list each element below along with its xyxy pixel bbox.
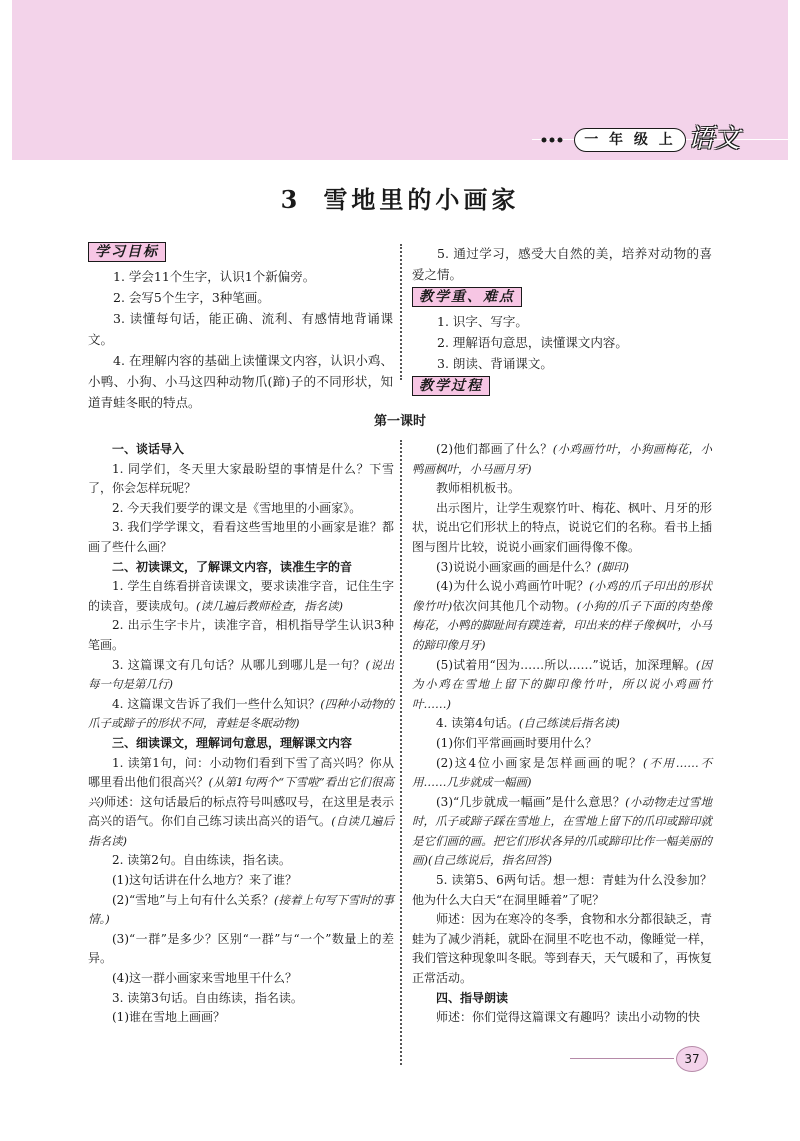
page-number-rule [570, 1058, 674, 1059]
paragraph-text: (5)试着用“因为……所以……”说话，加深理解。 [436, 657, 696, 672]
section-heading-text: 三、细读课文，理解词句意思，理解课文内容 [112, 735, 353, 750]
objective-item: 3. 读懂每句话，能正确、流利、有感情地背诵课文。 [88, 311, 393, 347]
paragraph-note: (读几遍后教师检查，指名读) [196, 598, 343, 613]
paragraph [412, 577, 712, 655]
paragraph-text: (2)“雪地”与上句有什么关系？ [112, 892, 274, 907]
page-title [0, 180, 800, 215]
paragraph [88, 577, 394, 616]
keypoint-item: 1. 识字、写字。 [437, 314, 528, 329]
paragraph [412, 440, 712, 479]
paragraph [88, 499, 394, 519]
section-heading [412, 989, 712, 1009]
paragraph-note: (接着上句写下雪时的事情。) [88, 892, 394, 927]
paragraph-text: (3)“几步就成一幅画”是什么意思？ [436, 794, 626, 809]
paragraph-text: 4. 这篇课文告诉了我们一些什么知识？ [112, 696, 321, 711]
paragraph-text: 3. 读第3句话。自由练读，指名读。 [112, 990, 303, 1005]
objective-item: 1. 学会11个生字，认识1个新偏旁。 [113, 269, 316, 284]
paragraph [88, 930, 394, 969]
paragraph [88, 891, 394, 930]
right-column [412, 440, 712, 1028]
paragraph-note: (四种小动物的爪子或蹄子的形状不同，青蛙是冬眠动物) [88, 696, 394, 731]
paragraph-note: (小狗的爪子下面的肉垫像梅花，小鸭的脚趾间有蹼连着，印出来的样子像枫叶，小马的蹄印像月牙) [412, 598, 712, 652]
paragraph-text: (4)为什么说小鸡画竹叶呢？ [436, 579, 590, 594]
paragraph-text: 4. 读第4句话。 [436, 716, 519, 731]
paragraph [88, 1008, 394, 1028]
paragraph-text: 师述：因为在寒冷的冬季，食物和水分都很缺乏，青蛙为了减少消耗，就卧在洞里不吃也不动，像睡觉一样，我们管这种现象叫冬眠。等到春天，天气暖和了，再恢复正常活动。 [412, 912, 713, 986]
section-heading [88, 558, 394, 578]
paragraph-note: (脚印) [597, 559, 629, 574]
keypoints-section [412, 243, 712, 400]
paragraph [88, 851, 394, 871]
paragraph-text: 教师相机板书。 [436, 481, 521, 496]
paragraph [88, 616, 394, 655]
section-heading-text: 一、谈话导入 [112, 442, 185, 456]
header-banner [12, 0, 788, 160]
section-heading [88, 440, 394, 460]
paragraph-note: (自读几遍后指名读) [88, 814, 394, 848]
section-heading-text: 二、初读课文，了解课文内容，读准生字的音 [112, 559, 353, 574]
grade-label: 一 年 级 上 [574, 128, 686, 152]
paragraph-note: (说出每一句是第几行) [88, 657, 394, 692]
paragraph [412, 734, 712, 754]
paragraph [88, 871, 394, 891]
paragraph [412, 871, 712, 910]
paragraph-text: 1. 同学们，冬天里大家最盼望的事情是什么？下雪了，你会怎样玩呢？ [88, 461, 394, 496]
section-heading [88, 734, 394, 754]
paragraph-note: (从第1句两个“下雪啦”看出它们很高兴) [88, 775, 394, 809]
page-number: 37 [676, 1046, 708, 1072]
section-divider [400, 244, 402, 380]
keypoints-tag: 教学重、难点 [412, 287, 522, 307]
lesson-title: 雪地里的小画家 [323, 185, 520, 214]
paragraph [412, 1008, 712, 1028]
paragraph-text: (3)“一群”是多少？区别“一群”与“一个”数量上的差异。 [88, 931, 394, 966]
paragraph-text: 2. 今天我们要学的课文是《雪地里的小画家》。 [112, 500, 362, 515]
paragraph [88, 969, 394, 989]
paragraph-text: 5. 读第5、6两句话。想一想：青蛙为什么没参加？他为什么大白天“在洞里睡着”了呢？ [412, 873, 712, 907]
subject-label: 语文 [688, 124, 741, 154]
paragraph [412, 479, 712, 499]
paragraph [88, 989, 394, 1009]
paragraph-text: 3. 我们学学课文，看看这些雪地里的小画家是谁？都画了些什么画？ [88, 520, 394, 554]
paragraph [412, 793, 712, 871]
paragraph-text: (2)这4位小画家是怎样画画的呢？ [436, 755, 643, 770]
paragraph-text: 1. 学生自练看拼音读课文，要求读准字音，记住生字的读音，要读成句。 [88, 579, 394, 613]
objectives-tag: 学习目标 [88, 242, 166, 262]
paragraph-note: (小鸡画竹叶，小狗画梅花，小鸭画枫叶，小马画月牙) [412, 442, 712, 476]
paragraph-text: (3)说说小画家画的画是什么？ [436, 559, 597, 574]
paragraph [412, 499, 712, 558]
paragraph-text: 1. 读第1句，问：小动物们看到下雪了高兴吗？你从哪里看出他们很高兴？ [88, 755, 394, 790]
lesson-number: 3 [280, 185, 302, 214]
paragraph-note: (小鸡的爪子印出的形状像竹叶) [412, 579, 712, 613]
paragraph-text: 师述：这句话最后的标点符号叫感叹号，在这里是表示高兴的语气。你们自己练习读出高兴的语气。 [88, 794, 394, 829]
paragraph [412, 910, 712, 988]
section-heading-text: 四、指导朗读 [436, 990, 509, 1005]
paragraph-text: 出示图片，让学生观察竹叶、梅花、枫叶、月牙的形状，说出它们形状上的特点，说说它们的名称。看书上插图与图片比较，说说小画家们画得像不像。 [412, 500, 713, 554]
column-divider [400, 440, 402, 1065]
paragraph-note: (因为小鸡在雪地上留下的脚印像竹叶，所以说小鸡画竹叶……) [412, 657, 712, 711]
paragraph [412, 558, 712, 578]
paragraph [88, 460, 394, 499]
paragraph [88, 754, 394, 852]
paragraph [88, 656, 394, 695]
paragraph-text: 依次问其他几个动物。 [452, 598, 577, 613]
keypoint-item: 3. 朗读、背诵课文。 [437, 356, 553, 371]
paragraph-note: (不用……不用……几步就成一幅画) [412, 755, 712, 790]
paragraph-note: (小动物走过雪地时，爪子或蹄子踩在雪地上，在雪地上留下的爪印或蹄印就是它们画的画。把它们形状各异的爪或蹄印比作一幅美丽的画)(自己练说后，指名回答) [412, 794, 712, 868]
objectives-section [88, 240, 393, 413]
paragraph [88, 518, 394, 557]
objective-item: 4. 在理解内容的基础上读懂课文内容，认识小鸡、小鸭、小狗、小马这四种动物爪(蹄)子的不同形状，知道青蛙冬眠的特点。 [88, 353, 393, 410]
decoration-dots-icon [540, 136, 564, 144]
paragraph-text: (1)谁在雪地上画画？ [112, 1010, 225, 1025]
paragraph-text: (2)他们都画了什么？ [436, 442, 553, 456]
paragraph-text: (4)这一群小画家来雪地里干什么？ [112, 971, 297, 986]
paragraph [412, 656, 712, 715]
process-tag: 教学过程 [412, 376, 490, 396]
objective-item: 2. 会写5个生字，3种笔画。 [113, 290, 270, 305]
paragraph [412, 714, 712, 734]
keypoint-item: 2. 理解语句意思，读懂课文内容。 [437, 335, 628, 350]
lesson-heading: 第一课时 [373, 414, 426, 429]
paragraph [88, 695, 394, 734]
paragraph-note: (自己练读后指名读) [518, 716, 620, 731]
paragraph-text: 2. 读第2句。自由练读，指名读。 [112, 853, 291, 868]
paragraph-text: (1)这句话讲在什么地方？来了谁？ [112, 873, 297, 888]
left-column [88, 440, 394, 1028]
paragraph-text: 2. 出示生字卡片，读准字音，相机指导学生认识3种笔画。 [88, 618, 394, 652]
objective-item: 5. 通过学习，感受大自然的美，培养对动物的喜爱之情。 [412, 246, 712, 282]
paragraph-text: 3. 这篇课文有几句话？从哪儿到哪儿是一句？ [112, 657, 366, 672]
paragraph [412, 754, 712, 793]
paragraph-text: (1)你们平常画画时要用什么？ [436, 735, 597, 750]
paragraph-text: 师述：你们觉得这篇课文有趣吗？读出小动物的快 [436, 1010, 701, 1025]
